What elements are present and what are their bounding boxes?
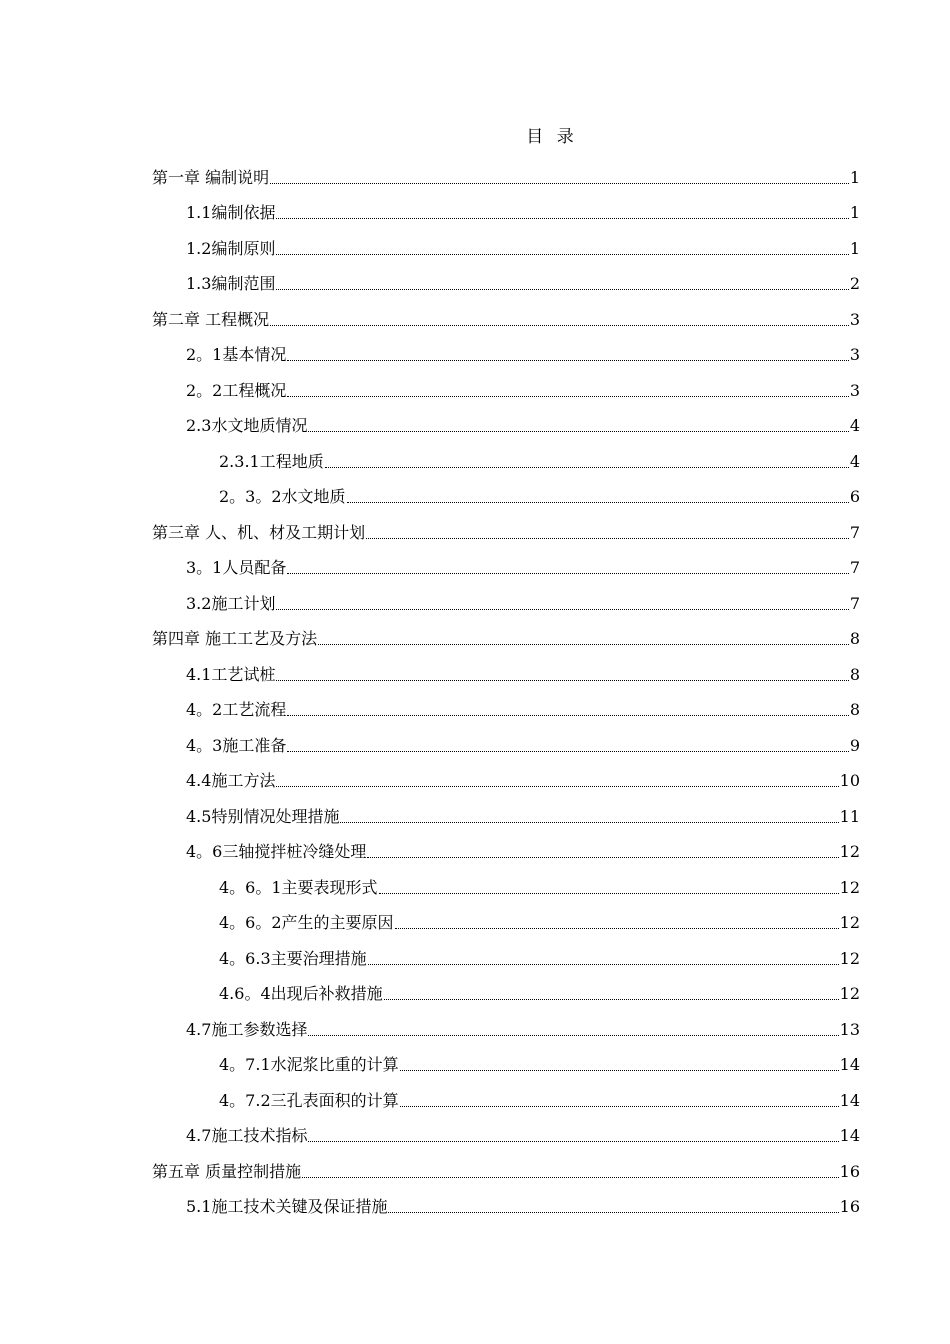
- toc-entry-label: 1.1编制依据: [186, 203, 276, 223]
- toc-entry-label: 4。6。1主要表现形式: [219, 877, 378, 897]
- dot-leader: [318, 629, 849, 649]
- toc-entry-page-number: 8: [849, 664, 860, 684]
- toc-entry-label: 4。6。2产生的主要原因: [219, 913, 394, 933]
- toc-entry-label: 2。1基本情况: [186, 345, 287, 365]
- toc-entry-page-number: 12: [839, 877, 860, 897]
- dot-leader: [302, 1162, 839, 1182]
- toc-entry-label: 4.1工艺试桩: [186, 664, 276, 684]
- dot-leader: [347, 487, 849, 507]
- toc-entry[interactable]: [0, 444, 950, 480]
- toc-entry[interactable]: [0, 373, 950, 409]
- toc-entry-label: 第一章 编制说明: [152, 167, 270, 187]
- toc-entry-label: 1.2编制原则: [186, 238, 276, 258]
- toc-entry-page-number: 11: [839, 806, 860, 826]
- toc-entry-page-number: 9: [849, 735, 860, 755]
- toc-entry-label: 4.7施工参数选择: [186, 1019, 308, 1039]
- toc-entry[interactable]: [0, 409, 950, 445]
- toc-entry-page-number: 12: [839, 913, 860, 933]
- toc-entry-label: 3.2施工计划: [186, 593, 276, 613]
- toc-entry[interactable]: [0, 196, 950, 232]
- toc-entry[interactable]: [0, 1190, 950, 1226]
- toc-entry-page-number: 1: [849, 203, 860, 223]
- toc-entry-page-number: 3: [849, 345, 860, 365]
- toc-entry-page-number: 13: [839, 1019, 860, 1039]
- toc-entry[interactable]: [0, 1012, 950, 1048]
- dot-leader: [400, 1055, 839, 1075]
- toc-entry[interactable]: [0, 906, 950, 942]
- toc-entry[interactable]: [0, 551, 950, 587]
- dot-leader: [400, 1091, 839, 1111]
- toc-entry-page-number: 8: [849, 700, 860, 720]
- dot-leader: [276, 203, 848, 223]
- dot-leader: [388, 1197, 838, 1217]
- toc-entry-page-number: 4: [849, 416, 860, 436]
- toc-entry-label: 4。7.2三孔表面积的计算: [219, 1090, 399, 1110]
- toc-entry-page-number: 16: [839, 1197, 860, 1217]
- toc-entry[interactable]: [0, 1154, 950, 1190]
- toc-entry-page-number: 7: [849, 522, 860, 542]
- toc-entry[interactable]: [0, 622, 950, 658]
- toc-entry-label: 2.3水文地质情况: [186, 416, 308, 436]
- toc-entry-label: 4.5特别情况处理措施: [186, 806, 340, 826]
- toc-entry-page-number: 14: [839, 1126, 860, 1146]
- dot-leader: [384, 984, 839, 1004]
- toc-entry-label: 4。6三轴搅拌桩冷缝处理: [186, 842, 367, 862]
- toc-entry[interactable]: [0, 160, 950, 196]
- toc-entry-label: 第五章 质量控制措施: [152, 1161, 302, 1181]
- toc-entry-page-number: 1: [849, 167, 860, 187]
- dot-leader: [276, 239, 848, 259]
- toc-entry-label: 3。1人员配备: [186, 558, 287, 578]
- toc-entry[interactable]: [0, 1048, 950, 1084]
- toc-entry-label: 4.7施工技术指标: [186, 1126, 308, 1146]
- toc-entry-label: 第四章 施工工艺及方法: [152, 629, 318, 649]
- toc-entry-page-number: 16: [839, 1161, 860, 1181]
- dot-leader: [368, 949, 839, 969]
- toc-entry[interactable]: [0, 302, 950, 338]
- toc-entry-label: 4。6.3主要治理措施: [219, 948, 367, 968]
- table-of-contents: [0, 160, 950, 1225]
- toc-entry-page-number: 1: [849, 238, 860, 258]
- dot-leader: [276, 274, 848, 294]
- toc-entry-page-number: 3: [849, 309, 860, 329]
- dot-leader: [308, 1126, 838, 1146]
- dot-leader: [325, 452, 849, 472]
- toc-entry[interactable]: [0, 480, 950, 516]
- dot-leader: [308, 416, 848, 436]
- dot-leader: [340, 807, 838, 827]
- toc-entry-label: 第二章 工程概况: [152, 309, 270, 329]
- toc-entry-label: 第三章 人、机、材及工期计划: [152, 522, 366, 542]
- dot-leader: [276, 594, 848, 614]
- toc-entry-page-number: 12: [839, 948, 860, 968]
- toc-entry-label: 5.1施工技术关键及保证措施: [186, 1197, 388, 1217]
- dot-leader: [308, 1020, 838, 1040]
- toc-entry-page-number: 4: [849, 451, 860, 471]
- dot-leader: [287, 700, 848, 720]
- toc-entry-label: 1.3编制范围: [186, 274, 276, 294]
- toc-entry-page-number: 14: [839, 1090, 860, 1110]
- toc-entry[interactable]: [0, 764, 950, 800]
- dot-leader: [276, 665, 848, 685]
- toc-entry-page-number: 10: [839, 771, 860, 791]
- toc-entry-label: 4。7.1水泥浆比重的计算: [219, 1055, 399, 1075]
- toc-entry-page-number: 14: [839, 1055, 860, 1075]
- dot-leader: [270, 168, 849, 188]
- dot-leader: [287, 558, 848, 578]
- toc-entry[interactable]: [0, 657, 950, 693]
- dot-leader: [276, 771, 838, 791]
- toc-entry-label: 2。3。2水文地质: [219, 487, 346, 507]
- toc-entry[interactable]: [0, 870, 950, 906]
- dot-leader: [287, 381, 848, 401]
- toc-entry-label: 2.3.1工程地质: [219, 451, 324, 471]
- toc-entry[interactable]: [0, 586, 950, 622]
- toc-entry-page-number: 7: [849, 593, 860, 613]
- dot-leader: [287, 736, 848, 756]
- dot-leader: [395, 913, 839, 933]
- toc-entry-page-number: 6: [849, 487, 860, 507]
- toc-entry-page-number: 3: [849, 380, 860, 400]
- toc-entry-page-number: 7: [849, 558, 860, 578]
- toc-entry-page-number: 2: [849, 274, 860, 294]
- dot-leader: [287, 345, 848, 365]
- toc-entry-page-number: 12: [839, 984, 860, 1004]
- toc-entry[interactable]: [0, 267, 950, 303]
- toc-entry[interactable]: [0, 835, 950, 871]
- dot-leader: [270, 310, 849, 330]
- toc-entry-page-number: 8: [849, 629, 860, 649]
- toc-entry[interactable]: [0, 515, 950, 551]
- toc-entry[interactable]: [0, 1083, 950, 1119]
- dot-leader: [379, 878, 839, 898]
- toc-title: 目 录: [526, 127, 578, 147]
- toc-entry[interactable]: [0, 941, 950, 977]
- toc-entry-label: 4。3施工准备: [186, 735, 287, 755]
- toc-entry-label: 4。2工艺流程: [186, 700, 287, 720]
- toc-entry[interactable]: [0, 728, 950, 764]
- toc-entry[interactable]: [0, 1119, 950, 1155]
- toc-entry[interactable]: [0, 977, 950, 1013]
- toc-entry[interactable]: [0, 231, 950, 267]
- toc-entry[interactable]: [0, 693, 950, 729]
- toc-entry-label: 4.6。4出现后补救措施: [219, 984, 383, 1004]
- toc-entry-label: 2。2工程概况: [186, 380, 287, 400]
- toc-entry[interactable]: [0, 338, 950, 374]
- dot-leader: [366, 523, 849, 543]
- toc-entry[interactable]: [0, 799, 950, 835]
- toc-entry-label: 4.4施工方法: [186, 771, 276, 791]
- toc-entry-page-number: 12: [839, 842, 860, 862]
- dot-leader: [367, 842, 838, 862]
